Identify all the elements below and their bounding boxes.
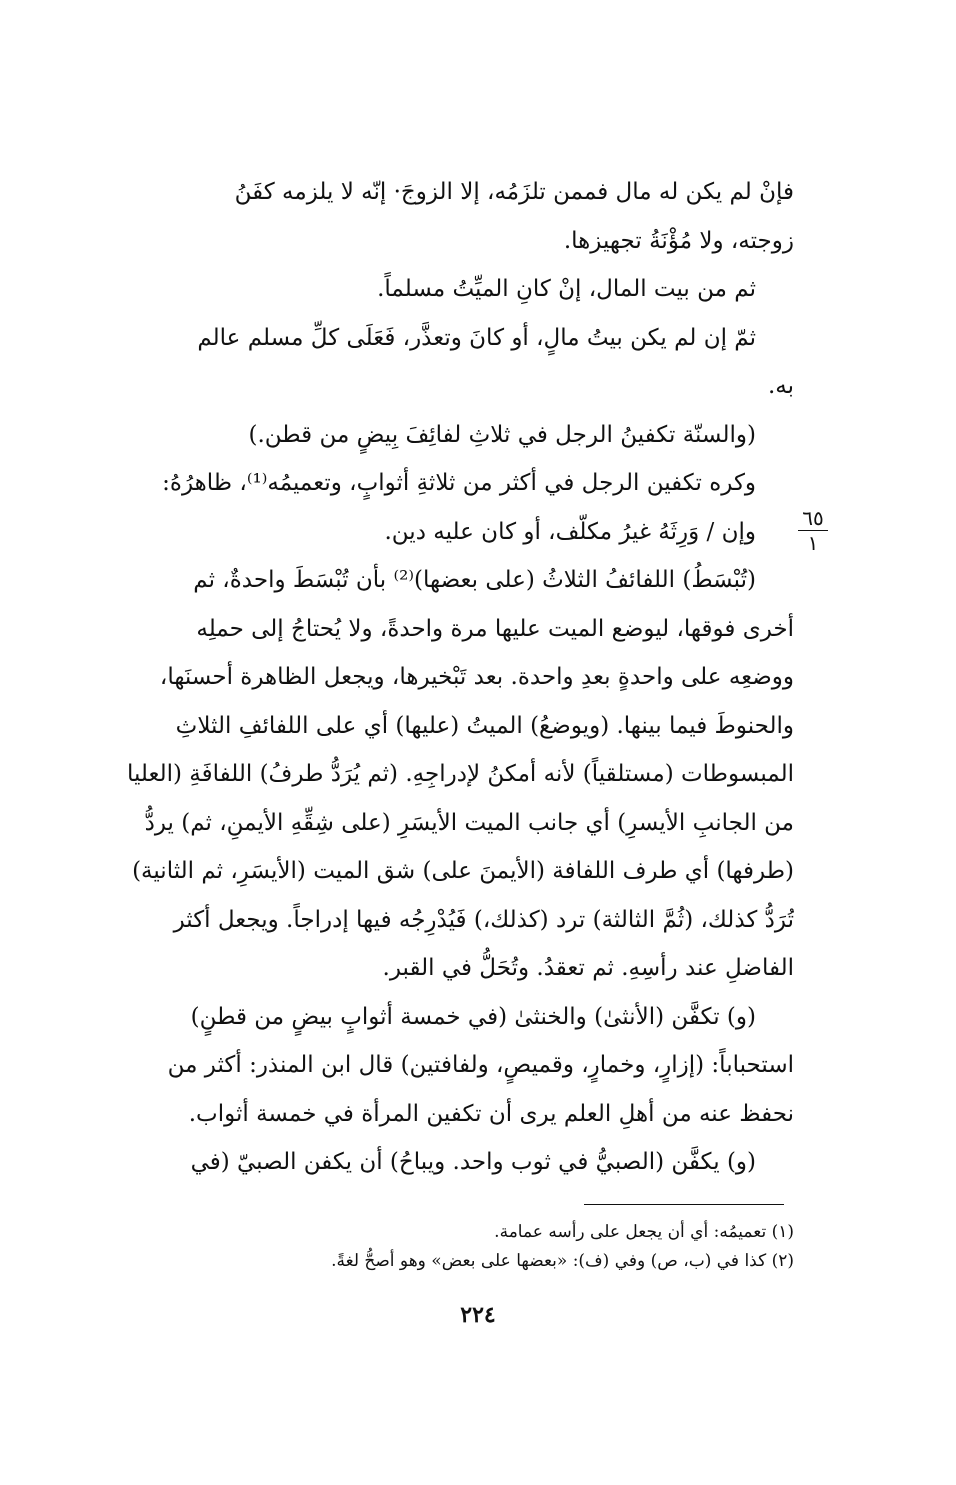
text-line: (و) تكفَّن (الأنثىٰ) والخنثىٰ (في خمسة أثوابٍ بيضٍ من قطنٍ) bbox=[190, 1003, 756, 1030]
text-line: ووضعِه على واحدةٍ بعدِ واحدة. بعد تَبْخيرها، ويجعل الظاهرة أحسنَها، bbox=[159, 664, 794, 690]
text-line: المبسوطات (مستلقياً) لأنه أمكنُ لإدراجِهِ. (ثم يُرَدُّ طرفُ) اللفافَةِ (العليا bbox=[126, 761, 794, 787]
footnote-1: (١) تعميمُه: أي أن يجعل على رأسه عمامة. bbox=[494, 1222, 794, 1242]
main-text bbox=[122, 168, 794, 1187]
text-line: (تُبْسَطُ) اللفائفُ الثلاثُ (على بعضها)⁽²⁾ بأن تُبْسَطَ واحدةٌ، ثم bbox=[193, 567, 756, 593]
margin-reference-numerator: ٦٥ bbox=[798, 508, 828, 531]
text-line: استحباباً: (إزارٍ، وخمارٍ، وقميصٍ، ولفافتين) قال ابن المنذر: أكثر من bbox=[167, 1052, 794, 1078]
text-line: والحنوطَ فيما بينها. (ويوضعُ) الميتُ (عليها) أي على اللفائفِ الثلاثِ bbox=[175, 712, 794, 739]
text-line: (طرفها) أي طرف اللفافة (الأيمنَ على) شق الميت (الأيسَرِ، ثم الثانية) bbox=[132, 858, 794, 884]
text-line: تُرَدُّ كذلك، (ثُمَّ الثالثة) ترد (كذلك،) فَيُدْرِجُه فيها إدراجاً. ويجعل أكثر bbox=[173, 906, 794, 933]
text-line: من الجانبِ الأيسرِ) أي جانب الميت الأيسَرِ (على شِقِّهِ الأيمنِ، ثم) يردُّ bbox=[144, 809, 794, 836]
text-line: وكره تكفين الرجل في أكثر من ثلاثةِ أثوابٍ، وتعميمُه⁽¹⁾، ظاهرُهُ: bbox=[162, 470, 756, 496]
text-line: ثمّ إن لم يكن بيتُ مالٍ، أو كانَ وتعذَّر، فَعَلَى كلِّ مسلم عالم bbox=[197, 324, 756, 351]
text-line: فإنْ لم يكن له مال فممن تلزَمُه، إلا الزوجَ· إنّه لا يلزمه كفَنُ bbox=[234, 179, 794, 205]
page-number: ٢٢٤ bbox=[460, 1302, 496, 1328]
text-line: وإن / وَرِثَهُ غيرُ مكلّف، أو كان عليه دين. bbox=[384, 518, 756, 545]
text-line: الفاضلِ عند رأسِهِ. ثم تعقدُ. وتُحَلُّ في القبر. bbox=[382, 955, 794, 981]
margin-page-reference bbox=[798, 508, 828, 553]
text-line: ثم من بيت المال، إنْ كانِ الميِّتُ مسلماً. bbox=[377, 276, 756, 302]
footnote-separator bbox=[584, 1204, 784, 1205]
text-line: به. bbox=[767, 373, 794, 399]
footnote-2: (٢) كذا في (ب، ص) وفي (ف): «بعضها على بعض» وهو أصحُّ لغةً. bbox=[331, 1251, 794, 1271]
text-line: نحفظ عنه من أهلِ العلم يرى أن تكفين المرأة في خمسة أثواب. bbox=[188, 1100, 794, 1127]
text-line: زوجته، ولا مُؤْنَةُ تجهيزها. bbox=[563, 227, 794, 254]
text-line: (و) يكفَّن (الصبيُّ في ثوب واحد. ويباحُ) أن يكفن الصبيّ (في bbox=[190, 1149, 756, 1175]
text-line: (والسنّة تكفينُ الرجل في ثلاثِ لفائِفَ بِيضٍ من قطن.) bbox=[248, 421, 756, 448]
text-line: أخرى فوقها، ليوضع الميت عليها مرة واحدةً، ولا يُحتاجُ إلى حملِه bbox=[196, 615, 794, 642]
footnotes bbox=[200, 1218, 794, 1276]
margin-reference-denominator: ١ bbox=[807, 531, 819, 555]
